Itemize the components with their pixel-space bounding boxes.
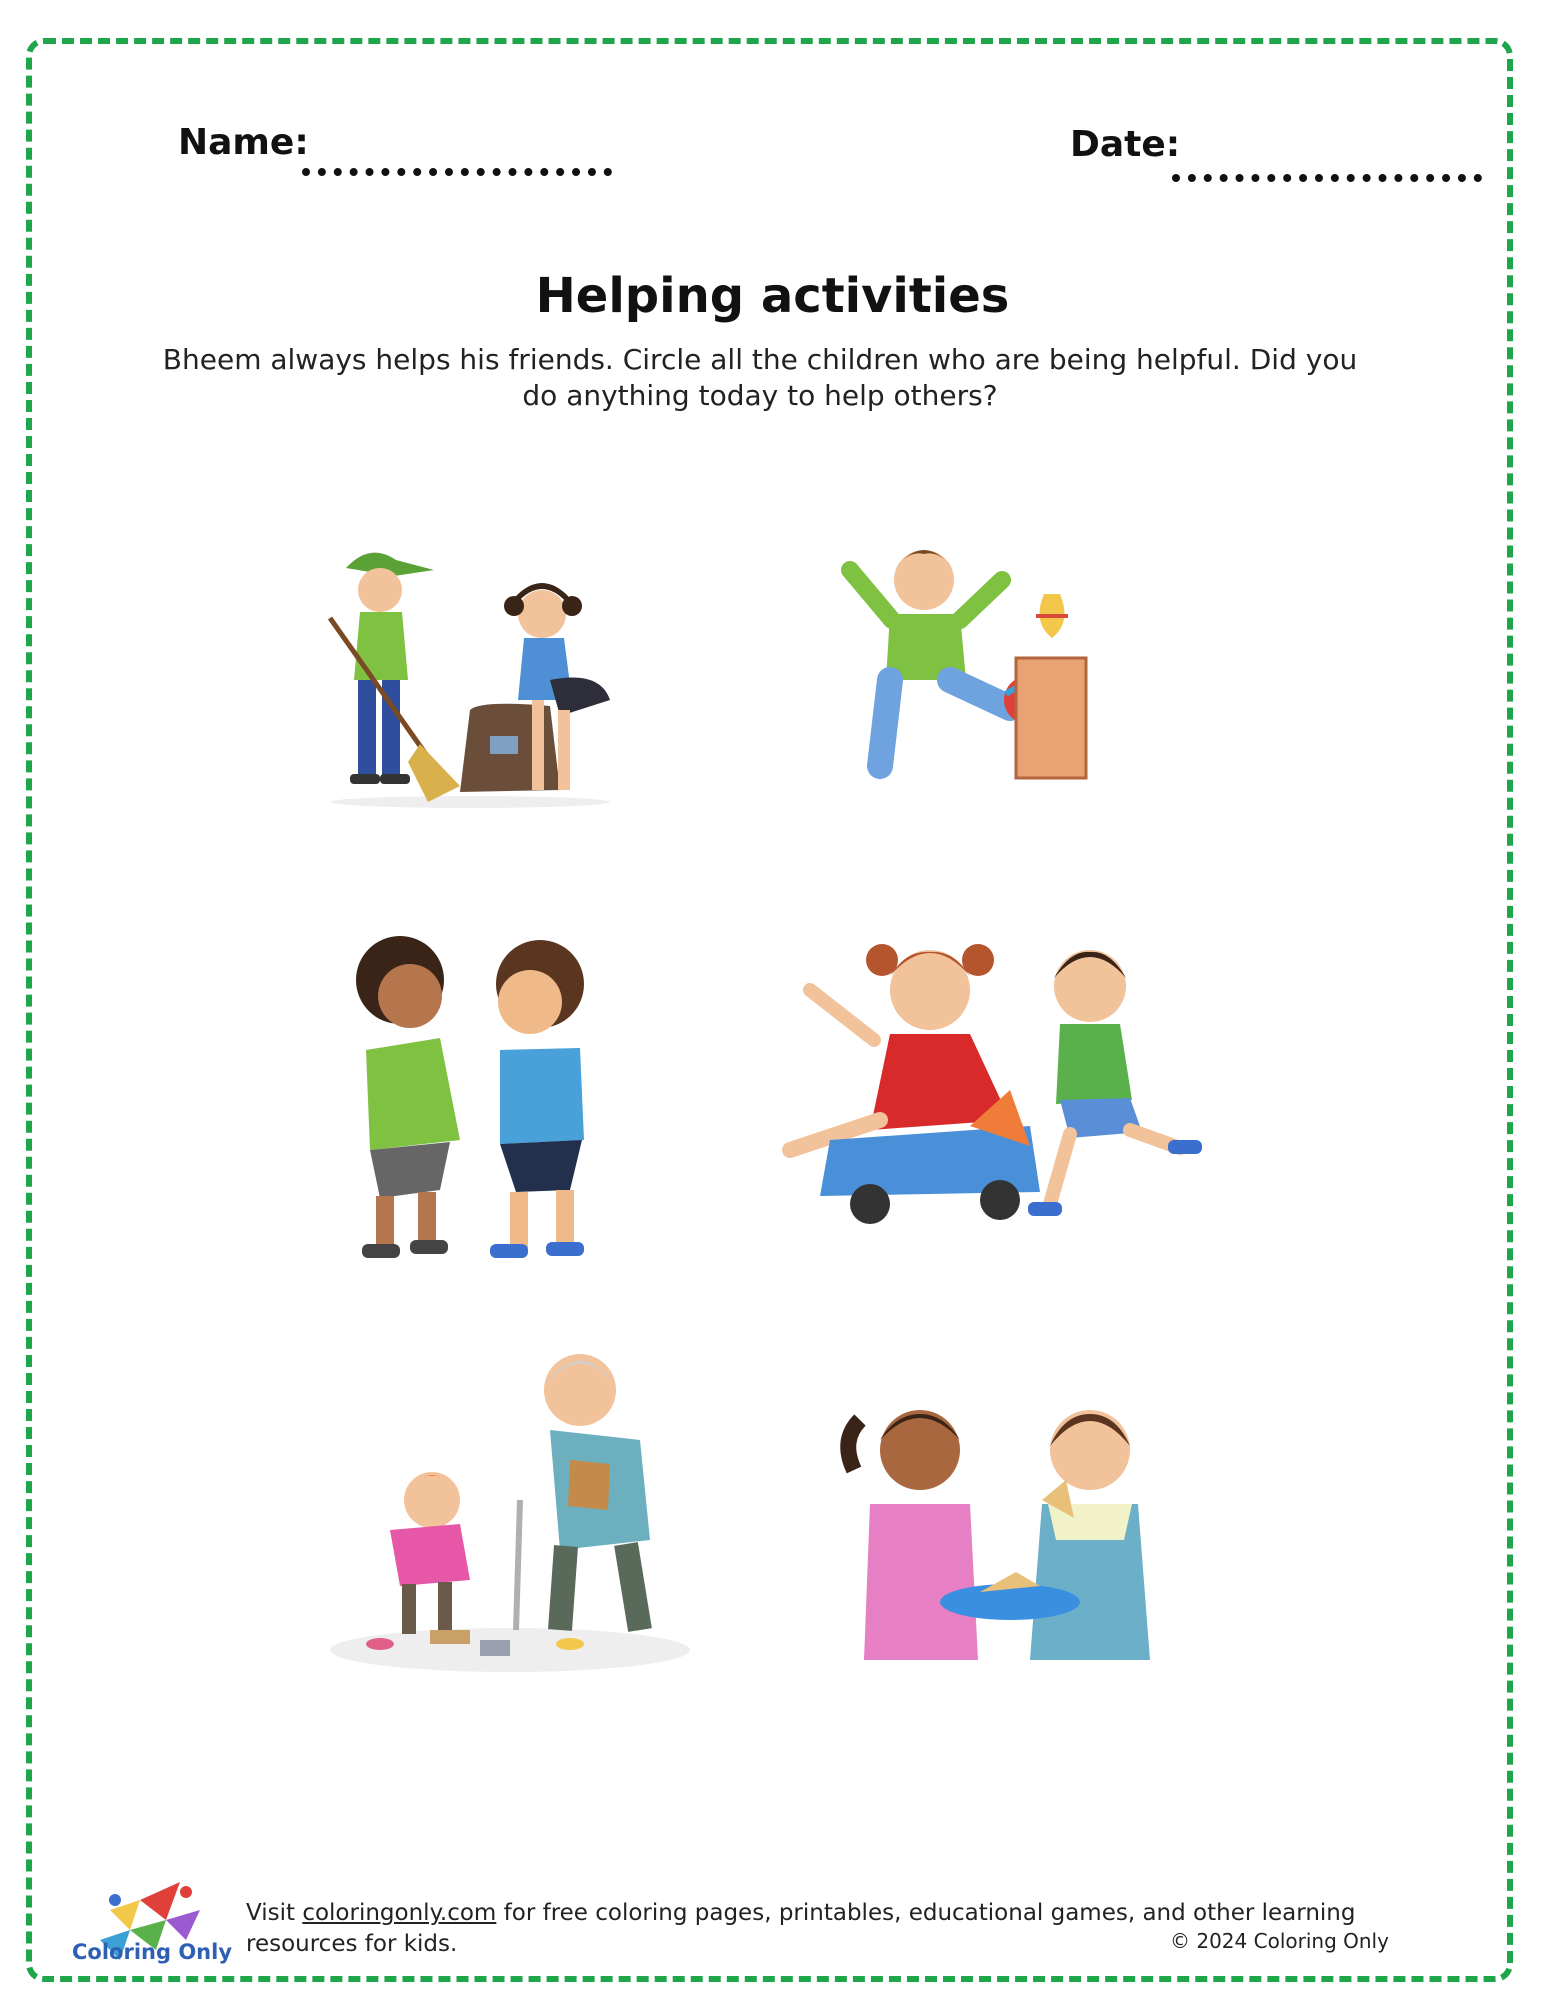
date-label: Date: (1070, 124, 1181, 165)
scene-helping-elder-illustration[interactable] (320, 1340, 700, 1680)
logo-text: Coloring Only (72, 1940, 233, 1964)
scene-toy-car-illustration[interactable] (770, 920, 1210, 1240)
footer-suffix: for free coloring pages, printables, educational games, and other learning resources for kids. (246, 1900, 1356, 1957)
scene-kicking-illustration[interactable] (820, 530, 1120, 790)
scene-fighting-illustration[interactable] (320, 910, 640, 1270)
instructions: Bheem always helps his friends. Circle all the children who are being helpful. Did you do anything today to help others? (162, 343, 1358, 412)
copyright: © 2024 Coloring Only (1170, 1929, 1389, 1953)
date-field[interactable] (1172, 168, 1482, 182)
scene-sharing-illustration[interactable] (820, 1380, 1190, 1680)
scene-sweeping-illustration[interactable] (310, 540, 630, 810)
site-link[interactable]: coloringonly.com (302, 1900, 497, 1926)
page-title: Helping activities (535, 268, 1010, 324)
name-label: Name: (178, 122, 309, 163)
name-field[interactable] (302, 162, 612, 176)
footer-prefix: Visit (246, 1900, 303, 1926)
